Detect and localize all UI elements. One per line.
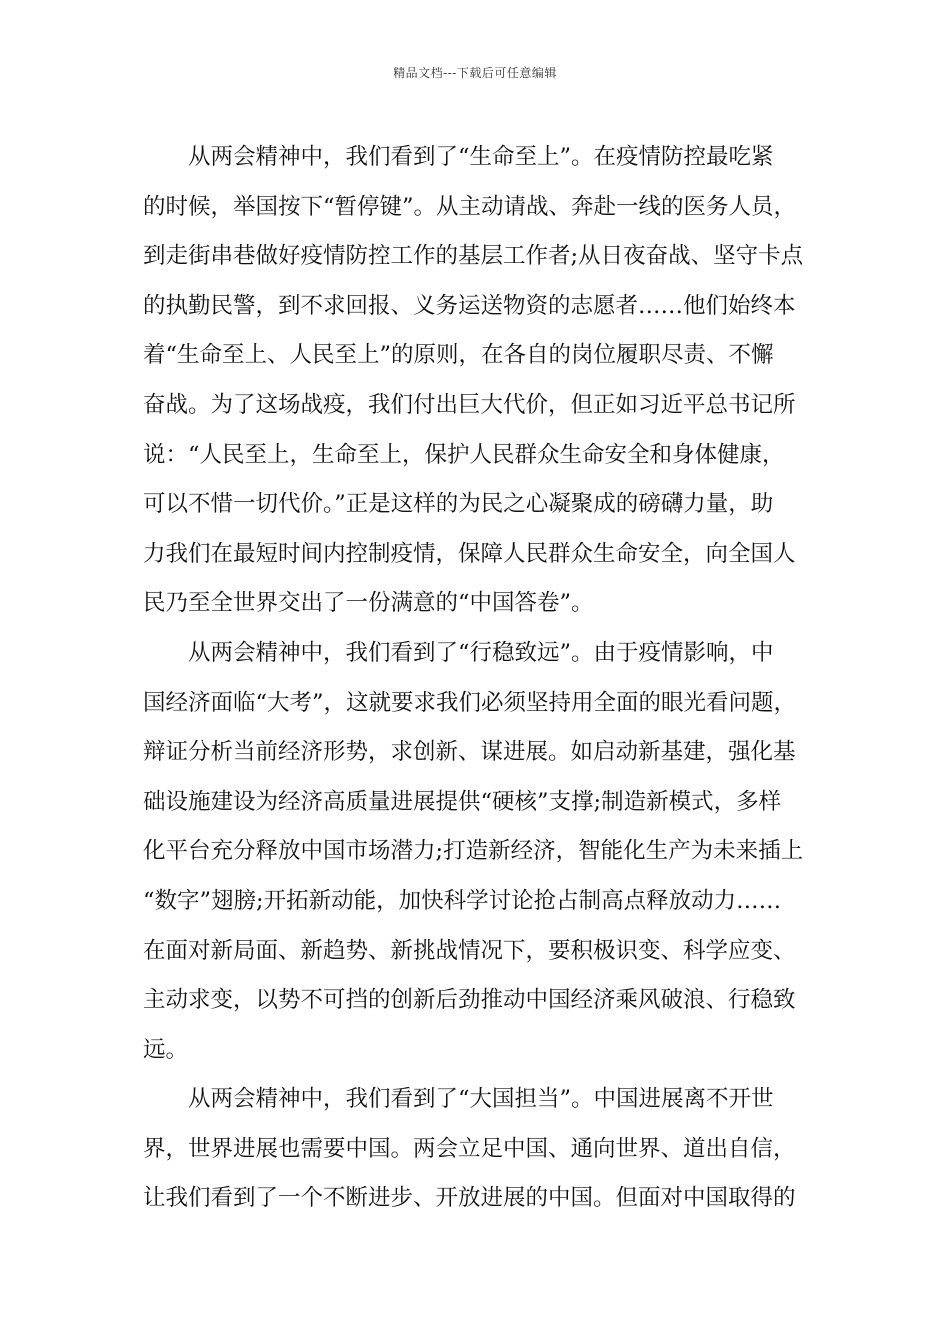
paragraph-line: 说：“人民至上，生命至上，保护人民群众生命安全和身体健康， bbox=[143, 441, 785, 468]
paragraph-line: 远。 bbox=[143, 1036, 189, 1063]
paragraph-line: 础设施建设为经济高质量进展提供“硬核”支撑;制造新模式，多样 bbox=[143, 788, 782, 815]
paragraph-line: “数字”翅膀;开拓新动能，加快科学讨论抢占制高点释放动力…… bbox=[143, 887, 782, 914]
paragraph-line: 力我们在最短时间内控制疫情，保障人民群众生命安全，向全国人 bbox=[143, 540, 796, 567]
paragraph-line: 的执勤民警，到不求回报、义务运送物资的志愿者……他们始终本 bbox=[143, 292, 796, 319]
paragraph-line: 化平台充分释放中国市场潜力;打造新经济，智能化生产为未来插上 bbox=[143, 838, 804, 865]
paragraph-line: 奋战。为了这场战疫，我们付出巨大代价，但正如习近平总书记所 bbox=[143, 391, 796, 418]
page-header: 精品文档---下载后可任意编辑 bbox=[393, 66, 557, 80]
paragraph-line: 着“生命至上、人民至上”的原则，在各自的岗位履职尽责、不懈 bbox=[143, 342, 774, 369]
paragraph-line: 在面对新局面、新趋势、新挑战情况下，要积极识变、科学应变、 bbox=[143, 937, 796, 964]
paragraph-line: 的时候，举国按下“暂停键”。从主动请战、奔赴一线的医务人员， bbox=[143, 193, 797, 220]
paragraph-line: 到走街串巷做好疫情防控工作的基层工作者;从日夜奋战、坚守卡点 bbox=[143, 243, 804, 270]
paragraph-line: 民乃至全世界交出了一份满意的“中国答卷”。 bbox=[143, 590, 594, 617]
paragraph-line: 界，世界进展也需要中国。两会立足中国、通向世界、道出自信， bbox=[143, 1135, 796, 1162]
document-body bbox=[143, 133, 823, 1224]
paragraph-3 bbox=[143, 1075, 823, 1224]
paragraph-line: 从两会精神中，我们看到了“大国担当”。中国进展离不开世 bbox=[188, 1086, 774, 1113]
paragraph-line: 让我们看到了一个不断进步、开放进展的中国。但面对中国取得的 bbox=[143, 1185, 796, 1212]
paragraph-2 bbox=[143, 629, 823, 1075]
paragraph-line: 辩证分析当前经济形势，求创新、谋进展。如启动新基建，强化基 bbox=[143, 739, 796, 766]
paragraph-line: 主动求变，以势不可挡的创新后劲推动中国经济乘风破浪、行稳致 bbox=[143, 987, 796, 1014]
paragraph-line: 从两会精神中，我们看到了“生命至上”。在疫情防控最吃紧 bbox=[188, 144, 774, 170]
paragraph-line: 可以不惜一切代价。”正是这样的为民之心凝聚成的磅礴力量，助 bbox=[143, 491, 774, 518]
paragraph-1 bbox=[143, 133, 823, 629]
paragraph-line: 国经济面临“大考”，这就要求我们必须坚持用全面的眼光看问题， bbox=[143, 689, 797, 716]
paragraph-line: 从两会精神中，我们看到了“行稳致远”。由于疫情影响，中 bbox=[188, 639, 774, 666]
